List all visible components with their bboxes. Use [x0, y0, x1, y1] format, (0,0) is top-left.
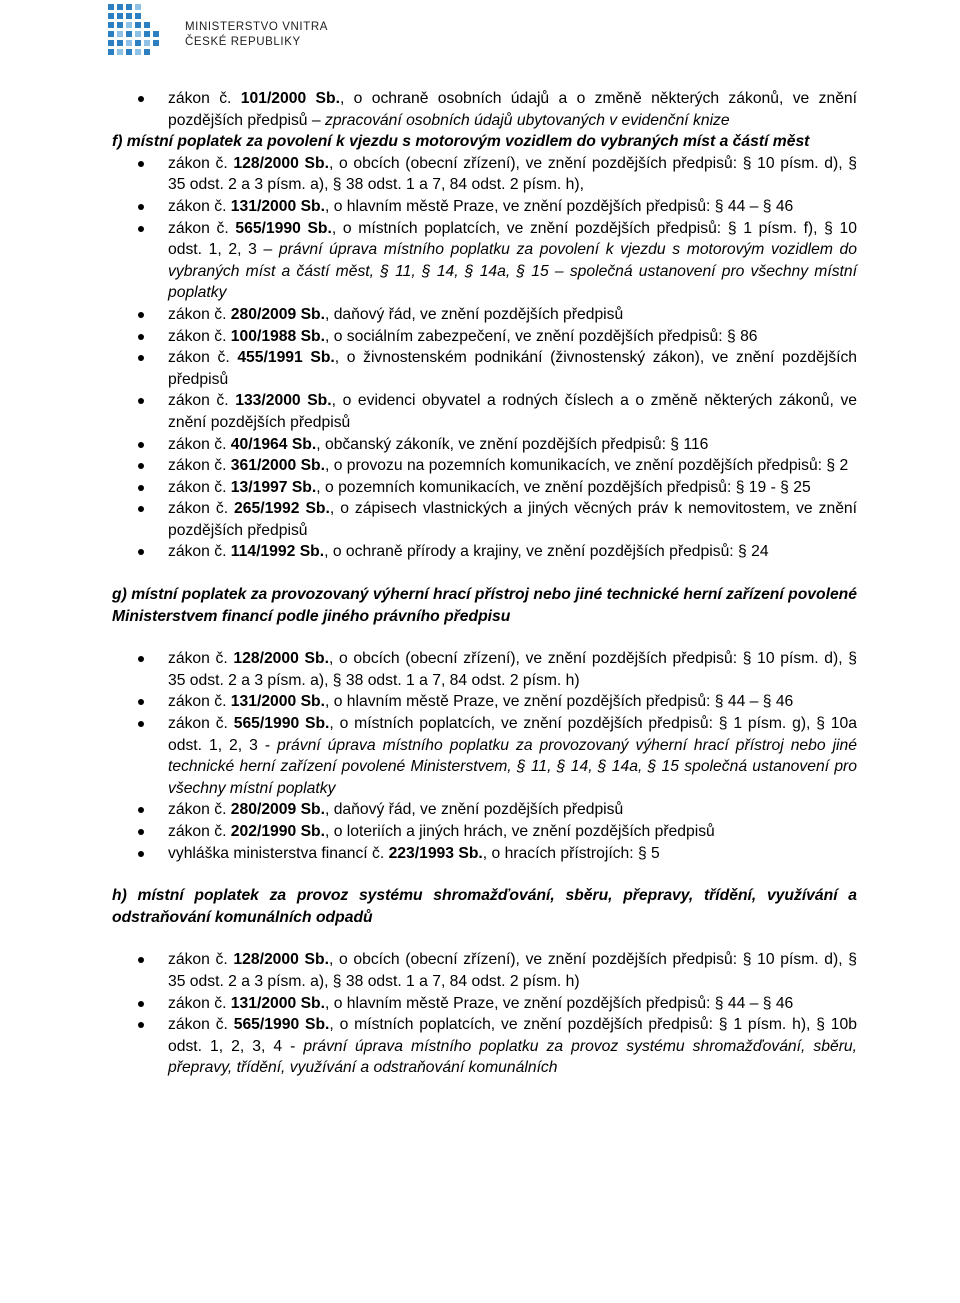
law-description: , o místních poplatcích, ve znění pozdějších předpisů: § 1 písm. h), § 10b odst. 1, 2, 3, 4 -: [168, 1016, 857, 1055]
law-number: 361/2000 Sb.: [230, 457, 325, 475]
ministry-name-line1: MINISTERSTVO VNITRA: [185, 21, 329, 33]
law-prefix: zákon č.: [168, 435, 231, 453]
bullet-icon: [138, 721, 144, 727]
dot-grid-emblem-icon: [108, 2, 180, 62]
law-prefix: zákon č.: [168, 305, 231, 323]
law-prefix: zákon č.: [168, 715, 234, 733]
law-reference-item: [112, 477, 857, 499]
law-prefix: zákon č.: [168, 994, 231, 1012]
law-description: , občanský zákoník, ve znění pozdějších předpisů: § 116: [316, 435, 709, 453]
law-prefix: zákon č.: [168, 500, 235, 518]
law-description: , o hracích přístrojích: § 5: [482, 844, 660, 862]
section-e-tail-list: [112, 88, 857, 131]
law-prefix: zákon č.: [168, 457, 231, 475]
law-prefix: zákon č.: [168, 392, 236, 410]
law-prefix: zákon č.: [168, 478, 231, 496]
bullet-icon: [138, 312, 144, 318]
spacer: [112, 928, 857, 949]
law-description: , o provozu na pozemních komunikacích, ve znění pozdějších předpisů: § 2: [324, 457, 849, 475]
law-reference-item: [112, 843, 857, 865]
law-number: 565/1990 Sb.: [235, 219, 332, 237]
law-number: 223/1993 Sb.: [388, 844, 483, 862]
bullet-icon: [138, 161, 144, 167]
law-prefix: zákon č.: [168, 543, 231, 561]
law-number: 114/1992 Sb.: [230, 543, 325, 561]
law-prefix: zákon č.: [168, 951, 234, 969]
law-reference-item: [112, 153, 857, 196]
law-description: , daňový řád, ve znění pozdějších předpisů: [324, 305, 624, 323]
law-reference-item: [112, 304, 857, 326]
spacer: [112, 864, 857, 885]
bullet-icon: [138, 226, 144, 232]
law-reference-item: [112, 949, 857, 992]
law-description: , o místních poplatcích, ve znění pozdějších předpisů: § 1 písm. g), § 10a odst. 1, 2, 3 -: [168, 715, 857, 754]
law-reference-item: [112, 326, 857, 348]
law-reference-item: [112, 821, 857, 843]
section-h-heading: h) místní poplatek za provoz systému shromažďování, sběru, přepravy, třídění, využívání a odstraňování komunálních odpadů: [112, 887, 857, 926]
law-reference-item: [112, 498, 857, 541]
law-reference-item: [112, 347, 857, 390]
law-prefix: zákon č.: [168, 801, 231, 819]
law-description: , o obcích (obecní zřízení), ve znění pozdějších předpisů: § 10 písm. d), § 35 odst. 2 a 3 písm. a), § 38 odst. 1 a 7, 84 odst. 2 písm. h): [168, 951, 857, 990]
law-prefix: zákon č.: [168, 823, 231, 840]
law-description: , o evidenci obyvatel a rodných číslech a o změně některých zákonů, ve znění pozdějších předpisů: [168, 392, 858, 431]
ministry-name: [185, 20, 328, 50]
law-reference-item: [112, 455, 857, 477]
section-g-heading: g) místní poplatek za provozovaný výherní hrací přístroj nebo jiné technické herní zařízení povolené Ministerstvem financí podle jiného právního předpisu: [112, 586, 857, 625]
law-prefix: zákon č.: [168, 327, 231, 345]
law-reference-item: [112, 88, 857, 131]
law-number: 131/2000 Sb.: [230, 994, 325, 1012]
law-number: 128/2000 Sb.: [233, 650, 329, 668]
law-reference-item: [112, 434, 857, 456]
law-description: , o místních poplatcích, ve znění pozdějších předpisů: § 1 písm. f), § 10 odst. 1, 2, 3 –: [168, 219, 857, 259]
bullet-icon: [138, 656, 144, 662]
law-prefix: zákon č.: [168, 219, 236, 237]
bullet-icon: [138, 957, 144, 963]
law-prefix: zákon č.: [168, 693, 231, 711]
law-number: 455/1991 Sb.: [237, 349, 335, 367]
bullet-icon: [138, 1022, 144, 1028]
law-scope-note: právní úprava místního poplatku za provozovaný výherní hrací přístroj nebo jiné technické herní zařízení povolené Ministerstvem, § 11, § 14, § 14a, § 15 společná ustanovení pro všechny místní poplatky: [168, 736, 857, 797]
law-reference-item: [112, 648, 857, 691]
law-scope-note: zpracování osobních údajů ubytovaných v evidenční knize: [324, 111, 730, 129]
law-prefix: zákon č.: [168, 154, 234, 172]
bullet-icon: [138, 398, 144, 404]
law-reference-item: [112, 799, 857, 821]
section-g-list: [112, 648, 857, 864]
law-reference-item: [112, 993, 857, 1015]
law-prefix: zákon č.: [168, 349, 238, 367]
law-prefix: zákon č.: [168, 197, 231, 215]
bullet-icon: [138, 506, 144, 512]
law-prefix: zákon č.: [168, 90, 241, 107]
law-description: , o hlavním městě Praze, ve znění pozdějších předpisů: § 44 – § 46: [324, 994, 794, 1012]
bullet-icon: [138, 807, 144, 813]
law-number: 101/2000 Sb.: [240, 90, 340, 107]
law-reference-item: [112, 713, 857, 799]
bullet-icon: [138, 829, 144, 835]
law-reference-item: [112, 1014, 857, 1079]
law-description: , o ochraně osobních údajů a o změně některých zákonů, ve znění pozdějších předpisů –: [168, 90, 858, 129]
law-number: 133/2000 Sb.: [235, 392, 332, 410]
law-scope-note: právní úprava místního poplatku za povolení k vjezdu s motorovým vozidlem do vybraných míst a částí měst, § 11, § 14, § 14a, § 15 – společná ustanovení pro všechny místní poplatky: [168, 241, 857, 302]
spacer: [112, 627, 857, 648]
law-description: , o hlavním městě Praze, ve znění pozdějších předpisů: § 44 – § 46: [324, 197, 794, 215]
bullet-icon: [138, 1001, 144, 1007]
law-scope-note: právní úprava místního poplatku za provoz systému shromažďování, sběru, přepravy, třídění, využívání a odstraňování komunálních: [168, 1037, 858, 1077]
law-description: , o sociálním zabezpečení, ve znění pozdějších předpisů: § 86: [324, 327, 758, 345]
law-description: , o zápisech vlastnických a jiných věcných práv k nemovitostem, ve znění pozdějších předpisů: [168, 500, 857, 539]
section-f-list: [112, 153, 857, 563]
law-number: 565/1990 Sb.: [233, 715, 330, 733]
law-description: , o loteriích a jiných hrách, ve znění pozdějších předpisů: [324, 823, 715, 840]
bullet-icon: [138, 442, 144, 448]
bullet-icon: [138, 355, 144, 361]
law-description: , o ochraně přírody a krajiny, ve znění pozdějších předpisů: § 24: [324, 543, 769, 561]
law-number: 128/2000 Sb.: [233, 951, 329, 969]
law-number: 40/1964 Sb.: [230, 435, 317, 453]
law-number: 202/1990 Sb.: [230, 823, 325, 840]
law-number: 280/2009 Sb.: [230, 801, 325, 819]
bullet-icon: [138, 549, 144, 555]
bullet-icon: [138, 334, 144, 340]
law-prefix: vyhláška ministerstva financí č.: [168, 844, 389, 862]
law-prefix: zákon č.: [168, 1016, 234, 1034]
bullet-icon: [138, 96, 144, 102]
law-reference-item: [112, 218, 857, 304]
law-prefix: zákon č.: [168, 650, 234, 668]
law-number: 131/2000 Sb.: [230, 197, 325, 215]
law-reference-item: [112, 541, 857, 563]
law-number: 565/1990 Sb.: [233, 1016, 330, 1034]
spacer: [112, 563, 857, 584]
section-f-heading: f) místní poplatek za povolení k vjezdu s motorovým vozidlem do vybraných míst a částí měst: [112, 133, 810, 151]
law-number: 100/1988 Sb.: [230, 327, 325, 345]
law-number: 280/2009 Sb.: [230, 305, 325, 323]
law-number: 13/1997 Sb.: [230, 478, 317, 496]
ministry-logo: [108, 2, 368, 62]
bullet-icon: [138, 204, 144, 210]
law-description: , o hlavním městě Praze, ve znění pozdějších předpisů: § 44 – § 46: [324, 693, 794, 711]
law-reference-item: [112, 390, 857, 433]
section-h-list: [112, 949, 857, 1079]
law-number: 128/2000 Sb.: [233, 154, 329, 172]
law-number: 265/1992 Sb.: [234, 500, 330, 518]
law-description: , daňový řád, ve znění pozdějších předpisů: [324, 801, 624, 819]
law-reference-item: [112, 196, 857, 218]
law-description: , o živnostenském podnikání (živnostenský zákon), ve znění pozdějších předpisů: [168, 349, 858, 388]
law-description: , o pozemních komunikacích, ve znění pozdějších předpisů: § 19 - § 25: [316, 478, 811, 496]
document-body: [112, 88, 857, 1079]
law-description: , o obcích (obecní zřízení), ve znění pozdějších předpisů: § 10 písm. d), § 35 odst. 2 a 3 písm. a), § 38 odst. 1 a 7, 84 odst. 2 písm. h): [168, 650, 857, 689]
ministry-name-line2: ČESKÉ REPUBLIKY: [185, 36, 301, 48]
bullet-icon: [138, 485, 144, 491]
bullet-icon: [138, 699, 144, 705]
bullet-icon: [138, 463, 144, 469]
law-description: , o obcích (obecní zřízení), ve znění pozdějších předpisů: § 10 písm. d), § 35 odst. 2 a 3 písm. a), § 38 odst. 1 a 7, 84 odst. 2 písm. h),: [168, 154, 857, 194]
bullet-icon: [138, 851, 144, 857]
law-reference-item: [112, 691, 857, 713]
law-number: 131/2000 Sb.: [230, 693, 325, 711]
